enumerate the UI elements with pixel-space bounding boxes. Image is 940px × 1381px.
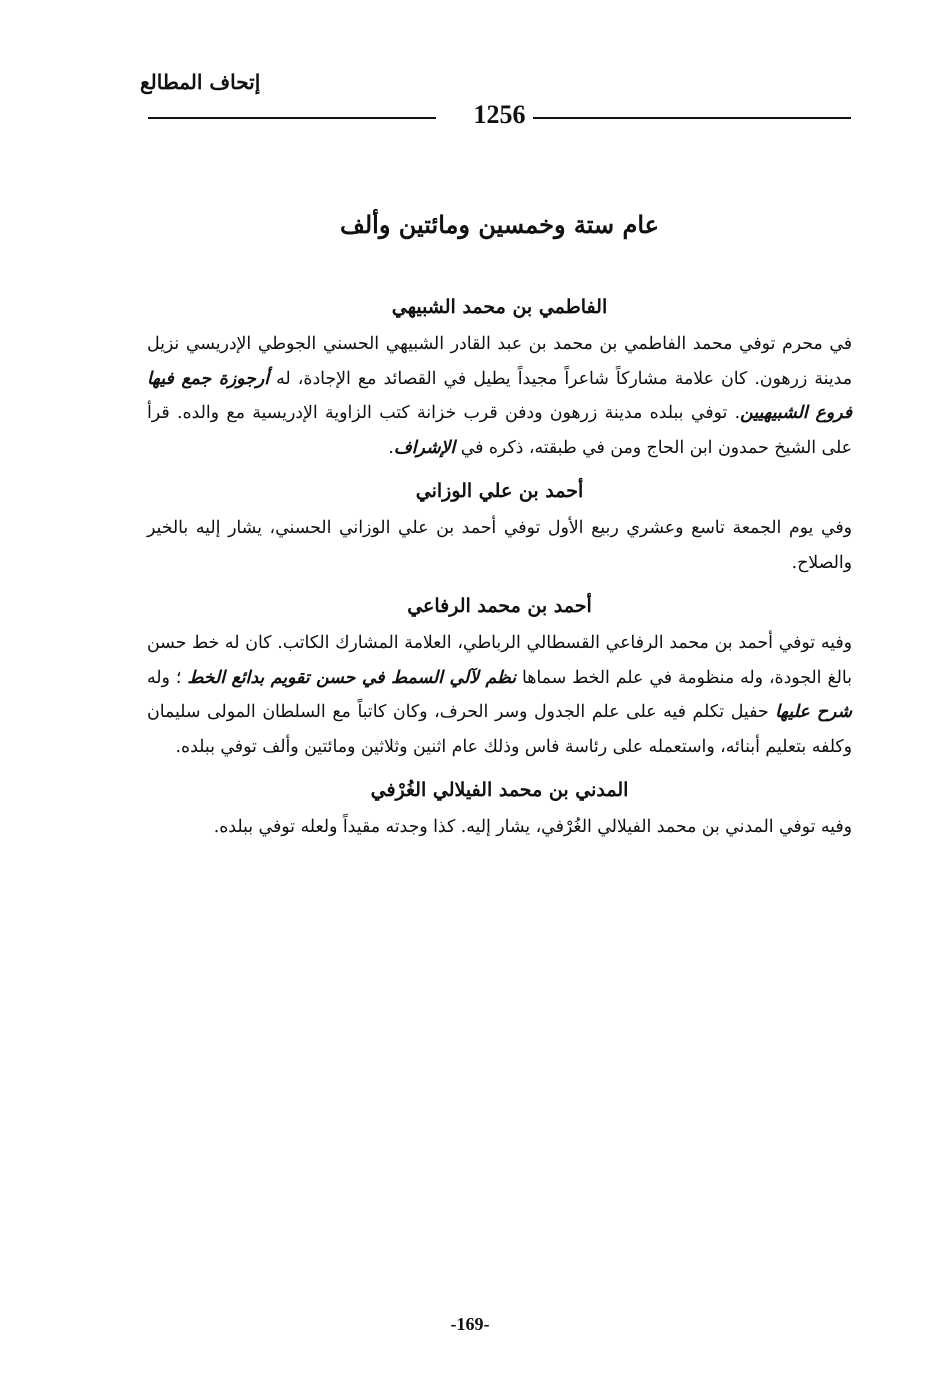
entry-text: . [388,437,394,458]
book-title-italic: أرجوزة جمع فيها فروع الشبيهيين [147,368,852,423]
entry-text: وفي يوم الجمعة تاسع وعشري ربيع الأول توفي أحمد بن علي الوزاني الحسني، يشار إليه بالخير والصلاح. [147,518,852,573]
book-title-italic: شرح عليها [775,702,853,722]
entry-heading: أحمد بن علي الوزاني [415,480,584,502]
entry-text: وفيه توفي المدني بن محمد الفيلالي الغُرْفي، يشار إليه. كذا وجدته مقيداً ولعله توفي ببلده. [213,817,852,837]
entry-text: . توفي ببلده مدينة زرهون ودفن قرب خزانة كتب الزاوية الإدريسية مع والده. قرأ على الشيخ حمدون ابن الحاج ومن في طبقته، ذكره في [147,403,852,458]
book-title-italic: نظم لآلي السمط في حسن تقويم بدائع الخط [187,667,517,688]
page-number: -169- [450,1314,490,1334]
entry-heading: الفاطمي بن محمد الشبيهي [391,296,608,318]
entry-text: وفيه توفي أحمد بن محمد الرفاعي القسطالي الرباطي، العلامة المشارك الكاتب. كان له خط حسن بالغ الجودة، وله منظومة في علم الخط سماها [147,633,852,688]
entry-body [147,511,852,580]
page-content [147,205,852,851]
section-title: عام ستة وخمسين ومائتين وألف [340,210,659,239]
entry-body [147,327,852,465]
entry-heading: أحمد بن محمد الرفاعي [407,595,592,617]
entry-text: حفيل تكلم فيه على علم الجدول وسر الحرف، وكان كاتباً مع السلطان المولى سليمان وكلفه بتعليم أبنائه، واستعمله على رئاسة فاس وذلك عام اثنين وثلاثين ومائتين وألف توفي ببلده. [147,702,852,757]
entry-heading: المدني بن محمد الفيلالي الغُرْفي [370,779,629,801]
entry-text: في محرم توفي محمد الفاطمي بن محمد بن عبد القادر الشبيهي الحسني الجوطي الإدريسي نزيل مدينة زرهون. كان علامة مشاركاً شاعراً مجيداً يطيل في القصائد مع الإجادة، له [147,334,852,389]
book-title-italic: الإشراف [393,437,456,458]
running-header-title: إتحاف المطالع [140,70,261,94]
header-rule [148,100,851,136]
entry-body [147,626,852,764]
header-rule-right [533,117,851,119]
entry-body [147,810,852,845]
header-year: 1256 [473,100,526,129]
entry-text: ؛ وله [147,667,188,688]
